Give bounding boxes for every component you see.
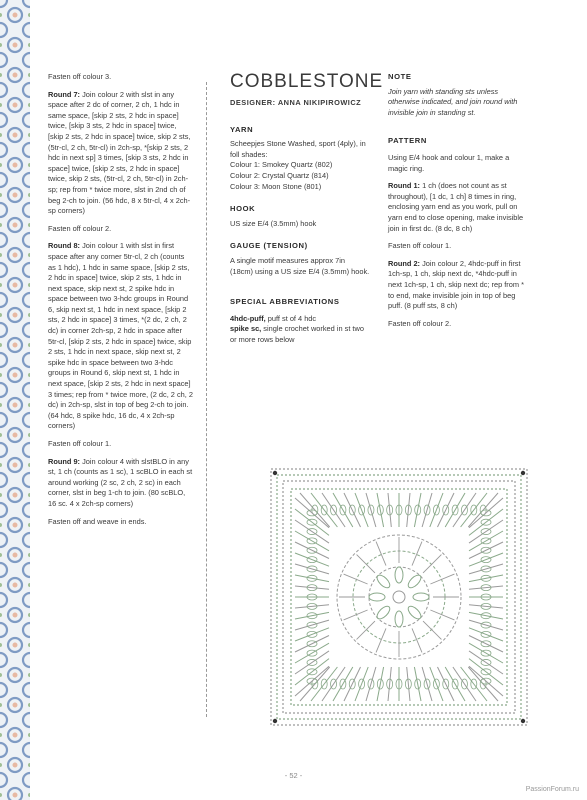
instruction-body: Fasten off colour 2. xyxy=(388,318,452,328)
chart-stitch xyxy=(469,612,503,619)
instruction-body: Fasten off colour 2. xyxy=(48,223,112,233)
round-label: Round 7: xyxy=(48,89,81,99)
chart-stitch xyxy=(295,612,329,619)
chart-puff xyxy=(395,611,403,627)
chart-stitch xyxy=(430,667,443,701)
chart-stitch xyxy=(445,493,465,527)
pattern-column-right xyxy=(388,72,528,336)
chart-magic-ring xyxy=(393,591,405,603)
abbreviation-item xyxy=(230,324,370,345)
yarn-line: Colour 3: Moon Stone (801) xyxy=(230,181,322,191)
abbreviations-section xyxy=(230,297,370,345)
abbreviation-item xyxy=(230,314,370,325)
chart-puff xyxy=(413,593,429,601)
chart-join-marker xyxy=(273,719,277,723)
decorative-border xyxy=(0,0,30,800)
chart-stitch xyxy=(438,667,455,701)
chart-stitch xyxy=(344,574,368,584)
chart-stitch xyxy=(295,636,329,653)
round-instruction xyxy=(388,181,528,234)
yarn-line: Colour 1: Smokey Quartz (802) xyxy=(230,160,333,170)
designer-credit: DESIGNER: ANNA NIKIPIROWICZ xyxy=(230,98,362,107)
hook-heading: HOOK xyxy=(230,204,256,214)
instruction-text xyxy=(388,319,528,330)
gauge-heading: GAUGE (TENSION) xyxy=(230,241,308,251)
chart-stitch xyxy=(355,493,368,527)
chart-stitch xyxy=(366,667,376,701)
instruction-body: Join colour 4 with slstBLO in any st, 1 ch (counts as 1 sc), 1 scBLO in each st around working (2 sc, 2 ch, 2 sc) in each corner, slst in beg 1-ch to join. (80 scBLO, 16 sc. 4 x 2ch-sp corners) xyxy=(48,456,193,508)
yarn-section xyxy=(230,125,370,193)
chart-stitch xyxy=(357,555,375,573)
yarn-heading: YARN xyxy=(230,124,254,134)
chart-puff xyxy=(406,573,423,590)
chart-stitch xyxy=(388,667,391,701)
instruction-body: Fasten off colour 3. xyxy=(48,72,112,81)
chart-stitch xyxy=(357,621,375,639)
chart-puff xyxy=(395,567,403,583)
chart-join-marker xyxy=(521,719,525,723)
instruction-body: Join colour 1 with slst in first space after any corner 5tr-cl, 2 ch (counts as 1 hdc), 1 hdc in same space, [skip 2 sts, 2 hdc in space] twice, skip 2 sts, 1 hdc in next space, skip next st, 2 spike hdc in space between two 3-hdc groups in Round 6, skip next st, 1 hdc in next space, [skip 2 sts, 2 hdc in space] 3 times, *(2 dc, 2 ch, 2 dc) in corner 2ch-sp, 2 hdc in space after 5tr-cl, [skip 2 sts, 2 hdc in space] twice, skip 2 sts, 1 hdc in next space, skip next st, 2 spike hdc in space between two 3-hdc groups in Round 6, skip next st, 1 hdc in next space, [skip 2 sts, 2 hdc in next space] 3 times; rep from * twice more, (2 dc, 2 ch, 2 dc) in 2ch-sp, slst in top of beg 2-ch to join. (64 hdc, 8 spike hdc, 16 dc, 4 x 2ch-sp corners) xyxy=(48,241,193,431)
instruction-body: Join colour 2, 4hdc-puff in first 1ch-sp, 1 ch, skip next dc, *4hdc-puff in next 1ch-sp, 1 ch, skip next dc; rep from * to end, make invisible join in top of beg puff. (8 puff sts, 8 ch) xyxy=(388,258,524,311)
chart-stitch xyxy=(422,493,432,527)
hook-section xyxy=(230,204,370,229)
note-text: Join yarn with standing sts unless otherwise indicated, and join round with invisible join in standing st. xyxy=(388,86,518,117)
chart-stitch xyxy=(333,667,353,701)
chart-stitch xyxy=(438,493,455,527)
chart-stitch xyxy=(344,493,361,527)
instructions-column-left xyxy=(48,72,193,534)
chart-stitch xyxy=(414,667,421,701)
round-label: Round 8: xyxy=(48,241,81,251)
watermark: PassionForum.ru xyxy=(525,786,579,793)
chart-stitch xyxy=(295,605,329,608)
chart-stitch xyxy=(333,493,353,527)
round-label: Round 2: xyxy=(388,258,421,268)
chart-stitch xyxy=(469,636,503,653)
chart-stitch xyxy=(295,564,329,574)
chart-stitch xyxy=(407,493,410,527)
pattern-title: COBBLESTONE xyxy=(230,71,384,92)
chart-stitch xyxy=(295,553,329,566)
instruction-text xyxy=(48,439,193,450)
chart-stitch xyxy=(469,575,503,582)
chart-stitch xyxy=(469,553,503,566)
chart-join-marker xyxy=(273,471,277,475)
instruction-body: Fasten off colour 1. xyxy=(388,241,452,251)
chart-stitch xyxy=(407,667,410,701)
chart-stitch xyxy=(469,628,503,641)
yarn-line: Scheepjes Stone Washed, sport (4ply), in foll shades: xyxy=(230,139,366,159)
chart-stitch xyxy=(377,667,384,701)
pattern-heading: PATTERN xyxy=(388,136,427,146)
chart-stitch xyxy=(295,542,329,559)
chart-stitch xyxy=(430,610,454,620)
chart-stitch xyxy=(430,574,454,584)
chart-stitch xyxy=(344,610,368,620)
abbreviation-term: spike sc, xyxy=(230,324,262,334)
chart-stitch xyxy=(295,643,329,663)
chart-stitch xyxy=(469,542,503,559)
instruction-text xyxy=(388,241,528,252)
column-divider xyxy=(206,82,207,717)
instruction-text xyxy=(388,153,528,174)
abbreviations-heading: SPECIAL ABBREVIATIONS xyxy=(230,297,340,307)
chart-puff xyxy=(369,593,385,601)
chart-stitch xyxy=(422,667,432,701)
chart-stitch xyxy=(445,667,465,701)
instruction-text xyxy=(48,224,193,235)
gauge-section xyxy=(230,241,370,277)
round-instruction xyxy=(48,457,193,510)
instruction-body: 1 ch (does not count as st throughout), [1 dc, 1 ch] 8 times in ring, enclosing yarn end as you work, pull on yarn end to close opening, make invisible join in first dc. (8 dc, 8 ch) xyxy=(388,181,524,233)
chart-stitch xyxy=(344,667,361,701)
chart-puff xyxy=(375,604,392,621)
chart-puff xyxy=(406,604,423,621)
chart-stitch xyxy=(469,586,503,589)
chart-stitch xyxy=(355,667,368,701)
chart-stitch xyxy=(366,493,376,527)
hook-text: US size E/4 (3.5mm) hook xyxy=(230,218,317,228)
chart-puff xyxy=(375,573,392,590)
note-heading: NOTE xyxy=(388,72,412,81)
chart-stitch xyxy=(423,621,441,639)
instruction-text xyxy=(48,72,193,83)
chart-stitch xyxy=(295,575,329,582)
chart-stitch xyxy=(469,564,503,574)
round-instruction xyxy=(48,90,193,217)
pattern-rounds xyxy=(388,153,528,329)
note-section xyxy=(388,72,528,118)
chart-stitch xyxy=(295,628,329,641)
crochet-chart xyxy=(268,466,530,728)
chart-stitch xyxy=(430,493,443,527)
instruction-body: Using E/4 hook and colour 1, make a magic ring. xyxy=(388,152,510,173)
chart-stitch xyxy=(469,620,503,630)
chart-join-marker xyxy=(521,471,525,475)
pattern-info-column xyxy=(230,71,384,358)
chart-stitch xyxy=(377,493,384,527)
chart-stitch xyxy=(469,531,503,551)
yarn-line: Colour 2: Crystal Quartz (814) xyxy=(230,170,329,180)
chart-stitch xyxy=(388,493,391,527)
instruction-body: Fasten off colour 1. xyxy=(48,439,112,448)
chart-stitch xyxy=(414,493,421,527)
gauge-text: A single motif measures approx 7in (18cm) using a US size E/4 (3.5mm) hook. xyxy=(230,255,370,276)
chart-stitch xyxy=(469,605,503,608)
page-number: - 52 - xyxy=(284,771,303,780)
chart-stitch xyxy=(469,643,503,663)
instruction-body: Fasten off and weave in ends. xyxy=(48,516,147,526)
round-label: Round 9: xyxy=(48,456,81,466)
abbreviation-term: 4hdc-puff, xyxy=(230,313,266,323)
instruction-body: Join colour 2 with slst in any space after 2 dc of corner, 2 ch, 1 hdc in same space, [skip 2 sts, 2 hdc in space] twice, [skip 3 sts, 2 hdc in space] twice, [skip 2 sts, 2 hdc in space] twice, skip 2 sts, (5tr-cl, 2 ch, 5tr-cl) in 2ch-sp, *[skip 2 sts, 2 hdc in next sp] 3 times, [skip 3 sts, 2 hdc in space] twice, [skip 2 sts, 2 hdc in space] twice, skip 2 sts, (5tr-cl, 2 ch, 5tr-cl) in 2ch-sp; rep from * twice more, slst in 2nd ch of beg 2-ch to join. (56 hdc, 8 x 5tr-cl, 4 x 2ch-sp corners) xyxy=(48,89,191,216)
chart-stitch xyxy=(423,555,441,573)
round-label: Round 1: xyxy=(388,181,421,191)
round-instruction xyxy=(388,259,528,312)
chart-stitch xyxy=(295,531,329,551)
round-instruction xyxy=(48,241,193,432)
chart-stitch xyxy=(295,586,329,589)
abbreviation-definition: puff st of 4 hdc xyxy=(265,313,317,323)
abbreviation-definition: single crochet worked in st two or more rows below xyxy=(230,324,364,344)
chart-stitch xyxy=(295,620,329,630)
instruction-text xyxy=(48,517,193,528)
